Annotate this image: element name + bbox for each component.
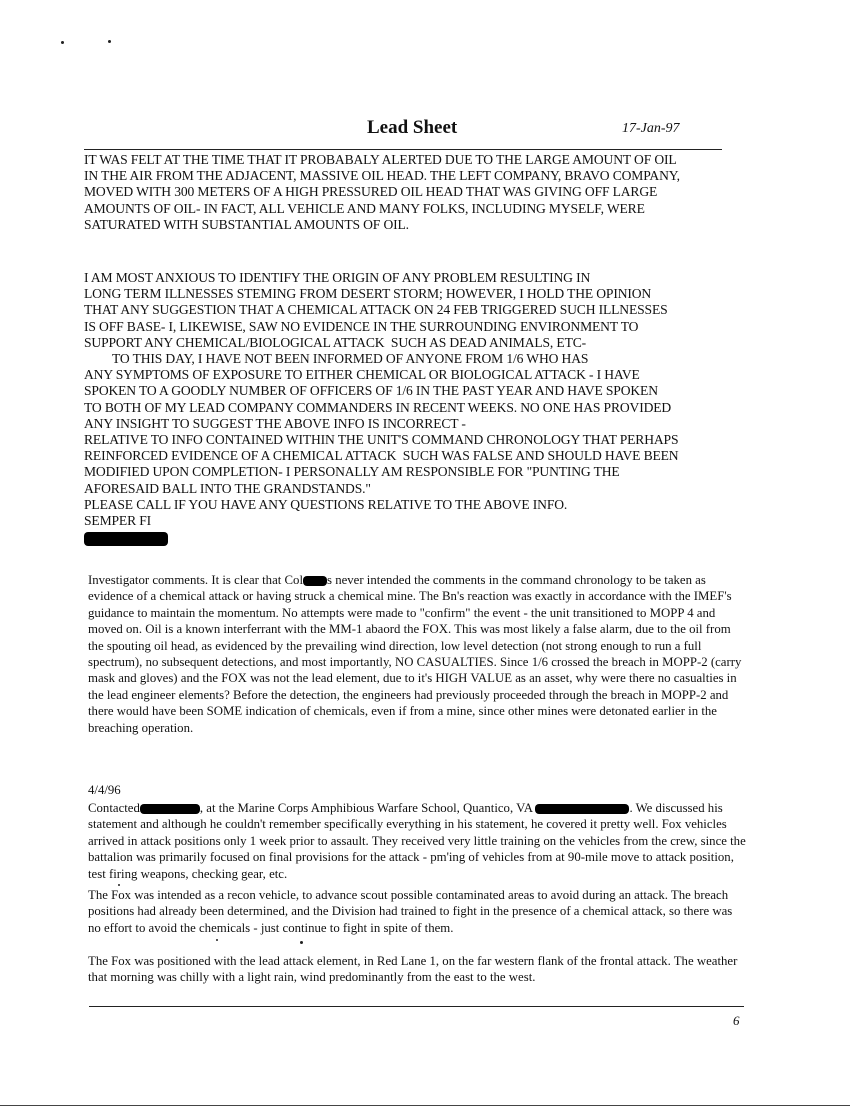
text-line: I AM MOST ANXIOUS TO IDENTIFY THE ORIGIN OF ANY PROBLEM RESULTING IN	[84, 270, 591, 285]
caps-paragraph-2	[84, 270, 678, 546]
contact-text: , at the Marine Corps Amphibious Warfare School, Quantico, VA	[199, 801, 536, 815]
text-line: LONG TERM ILLNESSES STEMING FROM DESERT STORM; HOWEVER, I HOLD THE OPINION	[84, 286, 652, 302]
text-line: SUPPORT ANY CHEMICAL/BIOLOGICAL ATTACK SUCH AS DEAD ANIMALS, ETC-	[84, 334, 587, 350]
fox-paragraph-1: The Fox was intended as a recon vehicle, to advance scout possible contaminated areas to avoid during an attack. The breach positions had already been determined, and the Division had trained to fight in the presence of a chemical attack, so there was no effort to avoid the chemicals - just continue to fight in spite of them.	[88, 888, 733, 935]
scan-speck	[118, 884, 120, 886]
redaction-bar	[140, 804, 200, 814]
scan-speck	[61, 41, 64, 44]
contact-text: Contacted	[88, 801, 140, 815]
contact-text: . We discussed his statement and although he couldn't remember specifically everything in his statement, he covered it pretty well. Fox vehicles arrived in attack positions only 1 week prior to assault. They received very little training on the vehicles from the crew, since the battalion was primarily focused on final provisions for the attack - pm'ing of vehicles from at 90-mile move to attack position, test firing weapons, checking gear, etc.	[88, 801, 746, 881]
text-line: ANY SYMPTOMS OF EXPOSURE TO EITHER CHEMICAL OR BIOLOGICAL ATTACK - I HAVE	[84, 367, 640, 383]
text-line: IS OFF BASE- I, LIKEWISE, SAW NO EVIDENCE IN THE SURROUNDING ENVIRONMENT TO	[84, 318, 639, 334]
text-line: AMOUNTS OF OIL- IN FACT, ALL VEHICLE AND MANY FOLKS, INCLUDING MYSELF, WERE	[84, 200, 645, 216]
text-line: MOVED WITH 300 METERS OF A HIGH PRESSURED OIL HEAD THAT WAS GIVING OFF LARGE	[84, 184, 658, 200]
footer-rule	[89, 1006, 744, 1007]
text-line: IT WAS FELT AT THE TIME THAT IT PROBABALY ALERTED DUE TO THE LARGE AMOUNT OF OIL	[84, 152, 677, 167]
text-line: THAT ANY SUGGESTION THAT A CHEMICAL ATTACK ON 24 FEB TRIGGERED SUCH ILLNESSES	[84, 302, 668, 318]
investigator-text: s never intended the comments in the command chronology to be taken as evidence of a chemical attack or having struck a chemical mine. The Bn's reaction was exactly in accordance with the IMEF's guidance to maintain the momentum. No attempts were made to "confirm" the event - the unit transitioned to MOPP 4 and moved on. Oil is a known interferrant with the MM-1 abaord the FOX. This was most likely a false alarm, due to the oil from the spouting oil head, as evidenced by the prevailing wind direction, low level detection (not strong enough to run a full spectrum), no subsequent detections, and most importantly, NO CASUALTIES. Since 1/6 crossed the breach in MOPP-2 (carry mask and gloves) and the FOX was not the lead element, due to it's HIGH VALUE as an asset, why were there no casualties in the lead engineer elements? Before the detection, the engineers had previously proceeded through the breach in MOPP-2 and there would have been SOME indication of chemicals, even if from a mine, since other mines were detonated earlier in the breaching operation.	[88, 573, 742, 735]
scan-speck	[300, 941, 303, 944]
investigator-comments	[88, 572, 748, 736]
text-line: RELATIVE TO INFO CONTAINED WITHIN THE UNIT'S COMMAND CHRONOLOGY THAT PERHAPS	[84, 432, 679, 448]
text-line: AFORESAID BALL INTO THE GRANDSTANDS."	[84, 480, 371, 496]
header-rule	[84, 149, 722, 150]
redaction-bar	[84, 532, 168, 546]
redaction-bar	[535, 804, 629, 814]
fox-paragraph-2: The Fox was positioned with the lead attack element, in Red Lane 1, on the far western flank of the frontal attack. The weather that morning was chilly with a light rain, wind predominantly from the east to the west.	[88, 954, 738, 985]
text-line: TO THIS DAY, I HAVE NOT BEEN INFORMED OF ANYONE FROM 1/6 WHO HAS	[112, 351, 589, 367]
scan-speck	[216, 939, 218, 941]
page-number: 6	[733, 1013, 740, 1028]
text-line: PLEASE CALL IF YOU HAVE ANY QUESTIONS RELATIVE TO THE ABOVE INFO.	[84, 496, 568, 512]
scan-edge-line	[0, 1105, 850, 1106]
caps-paragraph-1	[84, 152, 680, 233]
entry-date: 4/4/96	[88, 783, 121, 797]
text-line: MODIFIED UPON COMPLETION- I PERSONALLY AM RESPONSIBLE FOR "PUNTING THE	[84, 464, 620, 480]
text-line: REINFORCED EVIDENCE OF A CHEMICAL ATTACK SUCH WAS FALSE AND SHOULD HAVE BEEN	[84, 448, 679, 464]
signoff-line: SEMPER FI	[84, 513, 152, 529]
redaction-bar	[303, 576, 327, 586]
contact-paragraph	[88, 800, 748, 882]
scan-speck	[108, 40, 111, 43]
page-title: Lead Sheet	[367, 117, 458, 138]
text-line: SPOKEN TO A GOODLY NUMBER OF OFFICERS OF 1/6 IN THE PAST YEAR AND HAVE SPOKEN	[84, 383, 658, 399]
text-line: SATURATED WITH SUBSTANTIAL AMOUNTS OF OIL.	[84, 216, 409, 232]
header-date: 17-Jan-97	[622, 121, 680, 136]
text-line: TO BOTH OF MY LEAD COMPANY COMMANDERS IN RECENT WEEKS. NO ONE HAS PROVIDED	[84, 399, 672, 415]
investigator-text: Investigator comments. It is clear that Col	[88, 573, 304, 587]
text-line: IN THE AIR FROM THE ADJACENT, MASSIVE OIL HEAD. THE LEFT COMPANY, BRAVO COMPANY,	[84, 168, 680, 184]
text-line: ANY INSIGHT TO SUGGEST THE ABOVE INFO IS INCORRECT -	[84, 415, 466, 431]
